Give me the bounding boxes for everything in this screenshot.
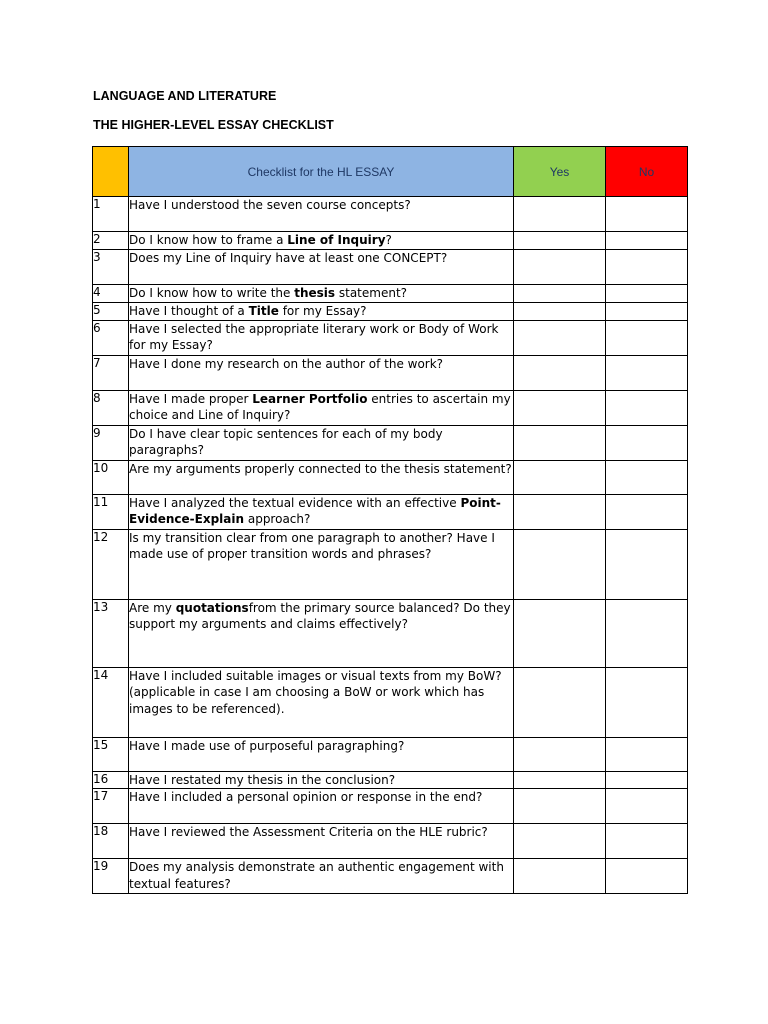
- question-text: [129, 824, 514, 859]
- checklist-row: [93, 789, 688, 824]
- checklist-row: [93, 771, 688, 789]
- row-number: 9: [93, 425, 129, 460]
- checklist-row: [93, 859, 688, 894]
- no-column-header: No: [606, 147, 688, 197]
- question-column-header: Checklist for the HL ESSAY: [129, 147, 514, 197]
- question-text: [129, 285, 514, 303]
- question-text-fragment: approach?: [244, 512, 311, 526]
- row-number: 16: [93, 771, 129, 789]
- question-text-fragment: Are my arguments properly connected to the thesis statement?: [129, 461, 512, 476]
- yes-checkbox-cell[interactable]: [514, 390, 606, 425]
- question-text-fragment: for my Essay?: [278, 304, 367, 318]
- question-text: [129, 737, 514, 771]
- yes-column-header: Yes: [514, 147, 606, 197]
- document-title: LANGUAGE AND LITERATURE: [93, 89, 277, 103]
- question-text: [129, 859, 514, 894]
- question-text: [129, 771, 514, 789]
- no-checkbox-cell[interactable]: [606, 599, 688, 667]
- question-text: [129, 460, 514, 494]
- question-text-fragment: Do I know how to write the: [129, 286, 295, 300]
- row-number: 7: [93, 355, 129, 390]
- no-checkbox-cell[interactable]: [606, 425, 688, 460]
- no-checkbox-cell[interactable]: [606, 303, 688, 321]
- question-text-fragment: Have I included a personal opinion or response in the end?: [129, 790, 483, 804]
- yes-checkbox-cell[interactable]: [514, 232, 606, 250]
- question-text-fragment: Does my Line of Inquiry have at least one CONCEPT?: [129, 251, 448, 265]
- yes-checkbox-cell[interactable]: [514, 285, 606, 303]
- yes-checkbox-cell[interactable]: [514, 250, 606, 285]
- question-text-fragment: Have I selected the appropriate literary work or Body of Work for my Essay?: [129, 321, 499, 352]
- question-text-fragment: Have I reviewed the Assessment Criteria on the HLE rubric?: [129, 825, 488, 839]
- question-text-fragment: Have I made proper: [129, 391, 253, 406]
- question-text-fragment: Have I thought of a: [129, 304, 249, 318]
- checklist-row: [93, 320, 688, 355]
- yes-checkbox-cell[interactable]: [514, 355, 606, 390]
- question-text: [129, 789, 514, 824]
- question-text: [129, 355, 514, 390]
- question-text-fragment: from the primary source balanced? Do they support my arguments and claims effectively?: [129, 600, 511, 631]
- question-text-emphasis: thesis: [294, 286, 336, 300]
- question-text-fragment: entries to ascertain my choice and Line of Inquiry?: [129, 391, 511, 422]
- question-text-fragment: statement?: [335, 286, 408, 300]
- no-checkbox-cell[interactable]: [606, 771, 688, 789]
- no-checkbox-cell[interactable]: [606, 737, 688, 771]
- yes-checkbox-cell[interactable]: [514, 737, 606, 771]
- checklist-row: [93, 494, 688, 529]
- question-text: [129, 303, 514, 321]
- yes-checkbox-cell[interactable]: [514, 197, 606, 232]
- question-text-fragment: Have I made use of purposeful paragraphing?: [129, 738, 405, 753]
- question-text-fragment: Have I restated my thesis in the conclusion?: [129, 772, 396, 787]
- checklist-row: [93, 303, 688, 321]
- yes-checkbox-cell[interactable]: [514, 529, 606, 599]
- yes-checkbox-cell[interactable]: [514, 789, 606, 824]
- question-text: [129, 197, 514, 232]
- checklist-row: [93, 232, 688, 250]
- no-checkbox-cell[interactable]: [606, 232, 688, 250]
- no-checkbox-cell[interactable]: [606, 789, 688, 824]
- yes-checkbox-cell[interactable]: [514, 425, 606, 460]
- yes-checkbox-cell[interactable]: [514, 320, 606, 355]
- no-checkbox-cell[interactable]: [606, 285, 688, 303]
- checklist-row: [93, 197, 688, 232]
- yes-checkbox-cell[interactable]: [514, 494, 606, 529]
- no-checkbox-cell[interactable]: [606, 197, 688, 232]
- question-text-emphasis: Title: [248, 304, 279, 318]
- question-text-fragment: ?: [385, 233, 392, 247]
- row-number: 3: [93, 250, 129, 285]
- checklist-row: [93, 460, 688, 494]
- row-number: 2: [93, 232, 129, 250]
- yes-checkbox-cell[interactable]: [514, 460, 606, 494]
- no-checkbox-cell[interactable]: [606, 390, 688, 425]
- row-number: 10: [93, 460, 129, 494]
- number-column-header: [93, 147, 129, 197]
- checklist-row: [93, 529, 688, 599]
- checklist-row: [93, 667, 688, 737]
- checklist-table: [92, 146, 688, 894]
- no-checkbox-cell[interactable]: [606, 355, 688, 390]
- no-checkbox-cell[interactable]: [606, 250, 688, 285]
- yes-checkbox-cell[interactable]: [514, 303, 606, 321]
- question-text-fragment: Is my transition clear from one paragraph to another? Have I made use of proper transition words and phrases?: [129, 530, 495, 561]
- yes-checkbox-cell[interactable]: [514, 859, 606, 894]
- question-text: [129, 599, 514, 667]
- row-number: 19: [93, 859, 129, 894]
- checklist-row: [93, 390, 688, 425]
- yes-checkbox-cell[interactable]: [514, 771, 606, 789]
- question-text: [129, 529, 514, 599]
- checklist-row: [93, 250, 688, 285]
- checklist-row: [93, 599, 688, 667]
- question-text: [129, 320, 514, 355]
- question-text-fragment: Does my analysis demonstrate an authentic engagement with textual features?: [129, 860, 504, 891]
- checklist-row: [93, 355, 688, 390]
- row-number: 6: [93, 320, 129, 355]
- no-checkbox-cell[interactable]: [606, 320, 688, 355]
- question-text-fragment: Have I included suitable images or visual texts from my BoW? (applicable in case I am choosing a BoW or work which has images to be referenced).: [129, 668, 502, 716]
- checklist-row: [93, 285, 688, 303]
- question-text: [129, 390, 514, 425]
- question-text-emphasis: Learner Portfolio: [252, 391, 368, 406]
- question-text-fragment: Have I done my research on the author of the work?: [129, 356, 444, 371]
- yes-checkbox-cell[interactable]: [514, 599, 606, 667]
- no-checkbox-cell[interactable]: [606, 460, 688, 494]
- row-number: 12: [93, 529, 129, 599]
- row-number: 4: [93, 285, 129, 303]
- question-text: [129, 250, 514, 285]
- no-checkbox-cell[interactable]: [606, 529, 688, 599]
- checklist-row: [93, 824, 688, 859]
- no-checkbox-cell[interactable]: [606, 824, 688, 859]
- checklist-row: [93, 737, 688, 771]
- question-text-fragment: Are my: [129, 600, 176, 615]
- row-number: 11: [93, 494, 129, 529]
- yes-checkbox-cell[interactable]: [514, 824, 606, 859]
- question-text-emphasis: Line of Inquiry: [287, 233, 386, 247]
- row-number: 14: [93, 667, 129, 737]
- row-number: 5: [93, 303, 129, 321]
- question-text-fragment: Do I have clear topic sentences for each of my body paragraphs?: [129, 426, 443, 457]
- document-subtitle: THE HIGHER-LEVEL ESSAY CHECKLIST: [93, 118, 334, 132]
- row-number: 8: [93, 390, 129, 425]
- question-text: [129, 667, 514, 737]
- checklist-body: [93, 197, 688, 894]
- yes-checkbox-cell[interactable]: [514, 667, 606, 737]
- question-text: [129, 232, 514, 250]
- header-row: [93, 147, 688, 197]
- question-text: [129, 425, 514, 460]
- row-number: 13: [93, 599, 129, 667]
- row-number: 18: [93, 824, 129, 859]
- row-number: 1: [93, 197, 129, 232]
- question-text-fragment: Do I know how to frame a: [129, 233, 288, 247]
- question-text: [129, 494, 514, 529]
- no-checkbox-cell[interactable]: [606, 494, 688, 529]
- row-number: 15: [93, 737, 129, 771]
- row-number: 17: [93, 789, 129, 824]
- question-text-emphasis: Point-Evidence-Explain: [129, 495, 501, 526]
- question-text-fragment: Have I analyzed the textual evidence with an effective: [129, 495, 461, 510]
- question-text-fragment: Have I understood the seven course concepts?: [129, 198, 411, 212]
- question-text-emphasis: quotations: [175, 600, 249, 615]
- checklist-row: [93, 425, 688, 460]
- no-checkbox-cell[interactable]: [606, 859, 688, 894]
- no-checkbox-cell[interactable]: [606, 667, 688, 737]
